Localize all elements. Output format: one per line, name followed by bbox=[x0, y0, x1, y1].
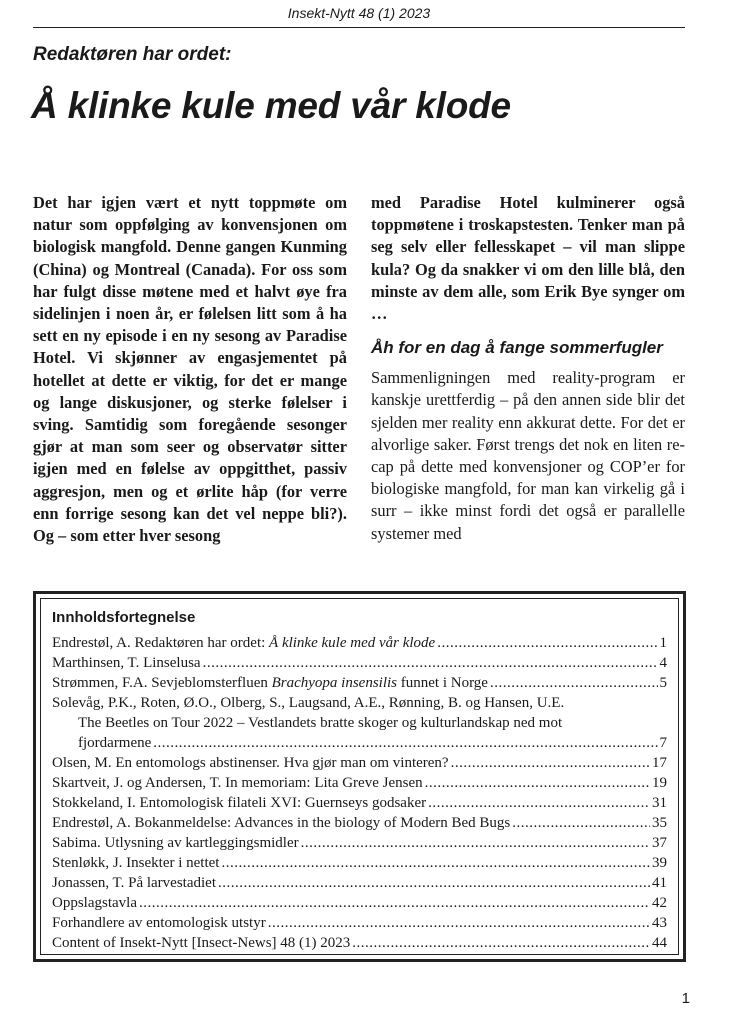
toc-inner-frame bbox=[40, 598, 679, 955]
toc-page-number: 31 bbox=[652, 795, 667, 811]
page-number: 1 bbox=[681, 990, 690, 1007]
toc-entry-text: Stokkeland, I. Entomologisk filateli XVI: Guernseys godsaker bbox=[52, 795, 427, 811]
toc-entry-italic: Brachyopa insensilis bbox=[271, 675, 398, 691]
toc-entry-text: Sabima. Utlysning av kartleggingsmidler bbox=[52, 835, 299, 851]
toc-page-number: 44 bbox=[652, 935, 667, 951]
toc-leader-dots bbox=[451, 753, 650, 773]
toc-leader-dots bbox=[437, 633, 657, 653]
toc-entry[interactable] bbox=[52, 653, 667, 673]
toc-entry-italic: Å klinke kule med vår klode bbox=[269, 635, 436, 651]
toc-entry[interactable] bbox=[52, 853, 667, 873]
toc-entry-text: Olsen, M. En entomologs abstinenser. Hva gjør man om vinteren? bbox=[52, 755, 449, 771]
toc-entry[interactable] bbox=[52, 693, 667, 753]
toc-entry-text: Marthinsen, T. Linselusa bbox=[52, 655, 201, 671]
toc-leader-dots bbox=[139, 893, 650, 913]
table-of-contents bbox=[33, 591, 686, 962]
toc-entry[interactable] bbox=[52, 873, 667, 893]
toc-page-number: 39 bbox=[652, 855, 667, 871]
toc-entry[interactable] bbox=[52, 813, 667, 833]
toc-entry[interactable] bbox=[52, 913, 667, 933]
toc-leader-dots bbox=[301, 833, 650, 853]
section-label: Redaktøren har ordet: bbox=[33, 44, 232, 65]
toc-leader-dots bbox=[153, 733, 657, 753]
article-subheading: Åh for en dag å fange sommerfugler bbox=[371, 338, 663, 358]
toc-entry[interactable] bbox=[52, 793, 667, 813]
toc-page-number: 35 bbox=[652, 815, 667, 831]
toc-entry-text: Oppslagstavla bbox=[52, 895, 137, 911]
lead-paragraph-part-1: Det har igjen vært et nytt toppmøte om natur som oppfølging av konvensjonen om biologisk mangfold. Denne gangen Kunming (China) og Montreal (Canada). For oss som har fulgt disse møtene med et halvt øye fra sidelinjen i noen år, er følelsen litt som å ha sett en ny episode i en ny sesong av Paradise Hotel. Vi skjønner av engasjementet på hotellet at dette er viktig, for det er mange og lange diskusjoner, og sterke følelser i sving. Samtidig som foregående sesonger gjør at man som seer og observatør sitter igjen med en følelse av oppgitthet, passiv aggresjon, men og et ørlite håp (for verre enn forrige sesong kan det vel neppe bli?). Og – som etter hver sesong bbox=[33, 193, 347, 546]
article-title: Å klinke kule med vår klode bbox=[31, 85, 511, 126]
toc-title: Innholdsfortegnelse bbox=[52, 609, 196, 626]
toc-entry-text: Skartveit, J. og Andersen, T. In memoriam: Lita Greve Jensen bbox=[52, 775, 423, 791]
toc-leader-dots bbox=[512, 813, 650, 833]
toc-page-number: 4 bbox=[659, 655, 667, 671]
toc-leader-dots bbox=[352, 933, 650, 953]
toc-page-number: 1 bbox=[659, 635, 667, 651]
toc-page-number: 5 bbox=[659, 675, 667, 691]
toc-entry[interactable] bbox=[52, 633, 667, 653]
running-header: Insekt-Nytt 48 (1) 2023 bbox=[33, 4, 685, 28]
toc-list bbox=[52, 633, 667, 953]
toc-page-number: 41 bbox=[652, 875, 667, 891]
toc-page-number: 7 bbox=[659, 735, 667, 751]
toc-entry-title-line: fjordarmene ..... 7 bbox=[52, 733, 667, 753]
toc-entry-text: Endrestøl, A. Redaktøren har ordet: Å klinke kule med vår klode bbox=[52, 635, 436, 651]
toc-entry-text: Content of Insekt-Nytt [Insect-News] 48 (1) 2023 bbox=[52, 935, 351, 951]
toc-page-number: 19 bbox=[652, 775, 667, 791]
toc-entry-text: Stenløkk, J. Insekter i nettet bbox=[52, 855, 220, 871]
toc-leader-dots bbox=[203, 653, 658, 673]
toc-entry-text: Jonassen, T. På larvestadiet bbox=[52, 875, 216, 891]
lead-paragraph-part-2: med Paradise Hotel kulminerer også toppmøtene i troskapstesten. Tenker man på seg selv eller fellesskapet – vil man slippe kula? Og da snakker vi om den lille blå, den minste av dem alle, som Erik Bye synger om … bbox=[371, 193, 685, 324]
toc-page-number: 43 bbox=[652, 915, 667, 931]
toc-entry[interactable] bbox=[52, 833, 667, 853]
toc-entry-text: Strømmen, F.A. Sevjeblomsterfluen Brachyopa insensilis funnet i Norge bbox=[52, 675, 488, 691]
toc-entry-authors: Solevåg, P.K., Roten, Ø.O., Olberg, S., Laugsand, A.E., Rønning, B. og Hansen, U.E. bbox=[52, 695, 565, 711]
body-paragraph: Sammenligningen med reality-program er kanskje urettferdig – på den annen side blir det sjelden mer reality enn akkurat dette. For det er alvorlige saker. Først trengs det nok en liten re-cap på dette med konvensjoner og COP’er for biologiske mangfold, for man kan virkelig gå i surr – ikke minst fordi det også er parallelle systemer med bbox=[371, 368, 685, 543]
toc-leader-dots bbox=[218, 873, 650, 893]
article-column-right bbox=[371, 192, 685, 545]
toc-entry[interactable] bbox=[52, 893, 667, 913]
toc-leader-dots bbox=[428, 793, 650, 813]
toc-entry[interactable] bbox=[52, 673, 667, 693]
toc-leader-dots bbox=[490, 673, 658, 693]
toc-entry[interactable] bbox=[52, 753, 667, 773]
toc-entry[interactable] bbox=[52, 773, 667, 793]
toc-entry-title-line: The Beetles on Tour 2022 – Vestlandets bratte skoger og kulturlandskap ned mot bbox=[78, 715, 563, 731]
toc-page-number: 37 bbox=[652, 835, 667, 851]
toc-entry-text: Endrestøl, A. Bokanmeldelse: Advances in the biology of Modern Bed Bugs bbox=[52, 815, 511, 831]
toc-leader-dots bbox=[268, 913, 650, 933]
toc-entry[interactable] bbox=[52, 933, 667, 953]
toc-page-number: 42 bbox=[652, 895, 667, 911]
toc-entry-text: Forhandlere av entomologisk utstyr bbox=[52, 915, 266, 931]
toc-page-number: 17 bbox=[652, 755, 667, 771]
article-column-left bbox=[33, 192, 347, 547]
toc-leader-dots bbox=[221, 853, 650, 873]
toc-leader-dots bbox=[425, 773, 650, 793]
